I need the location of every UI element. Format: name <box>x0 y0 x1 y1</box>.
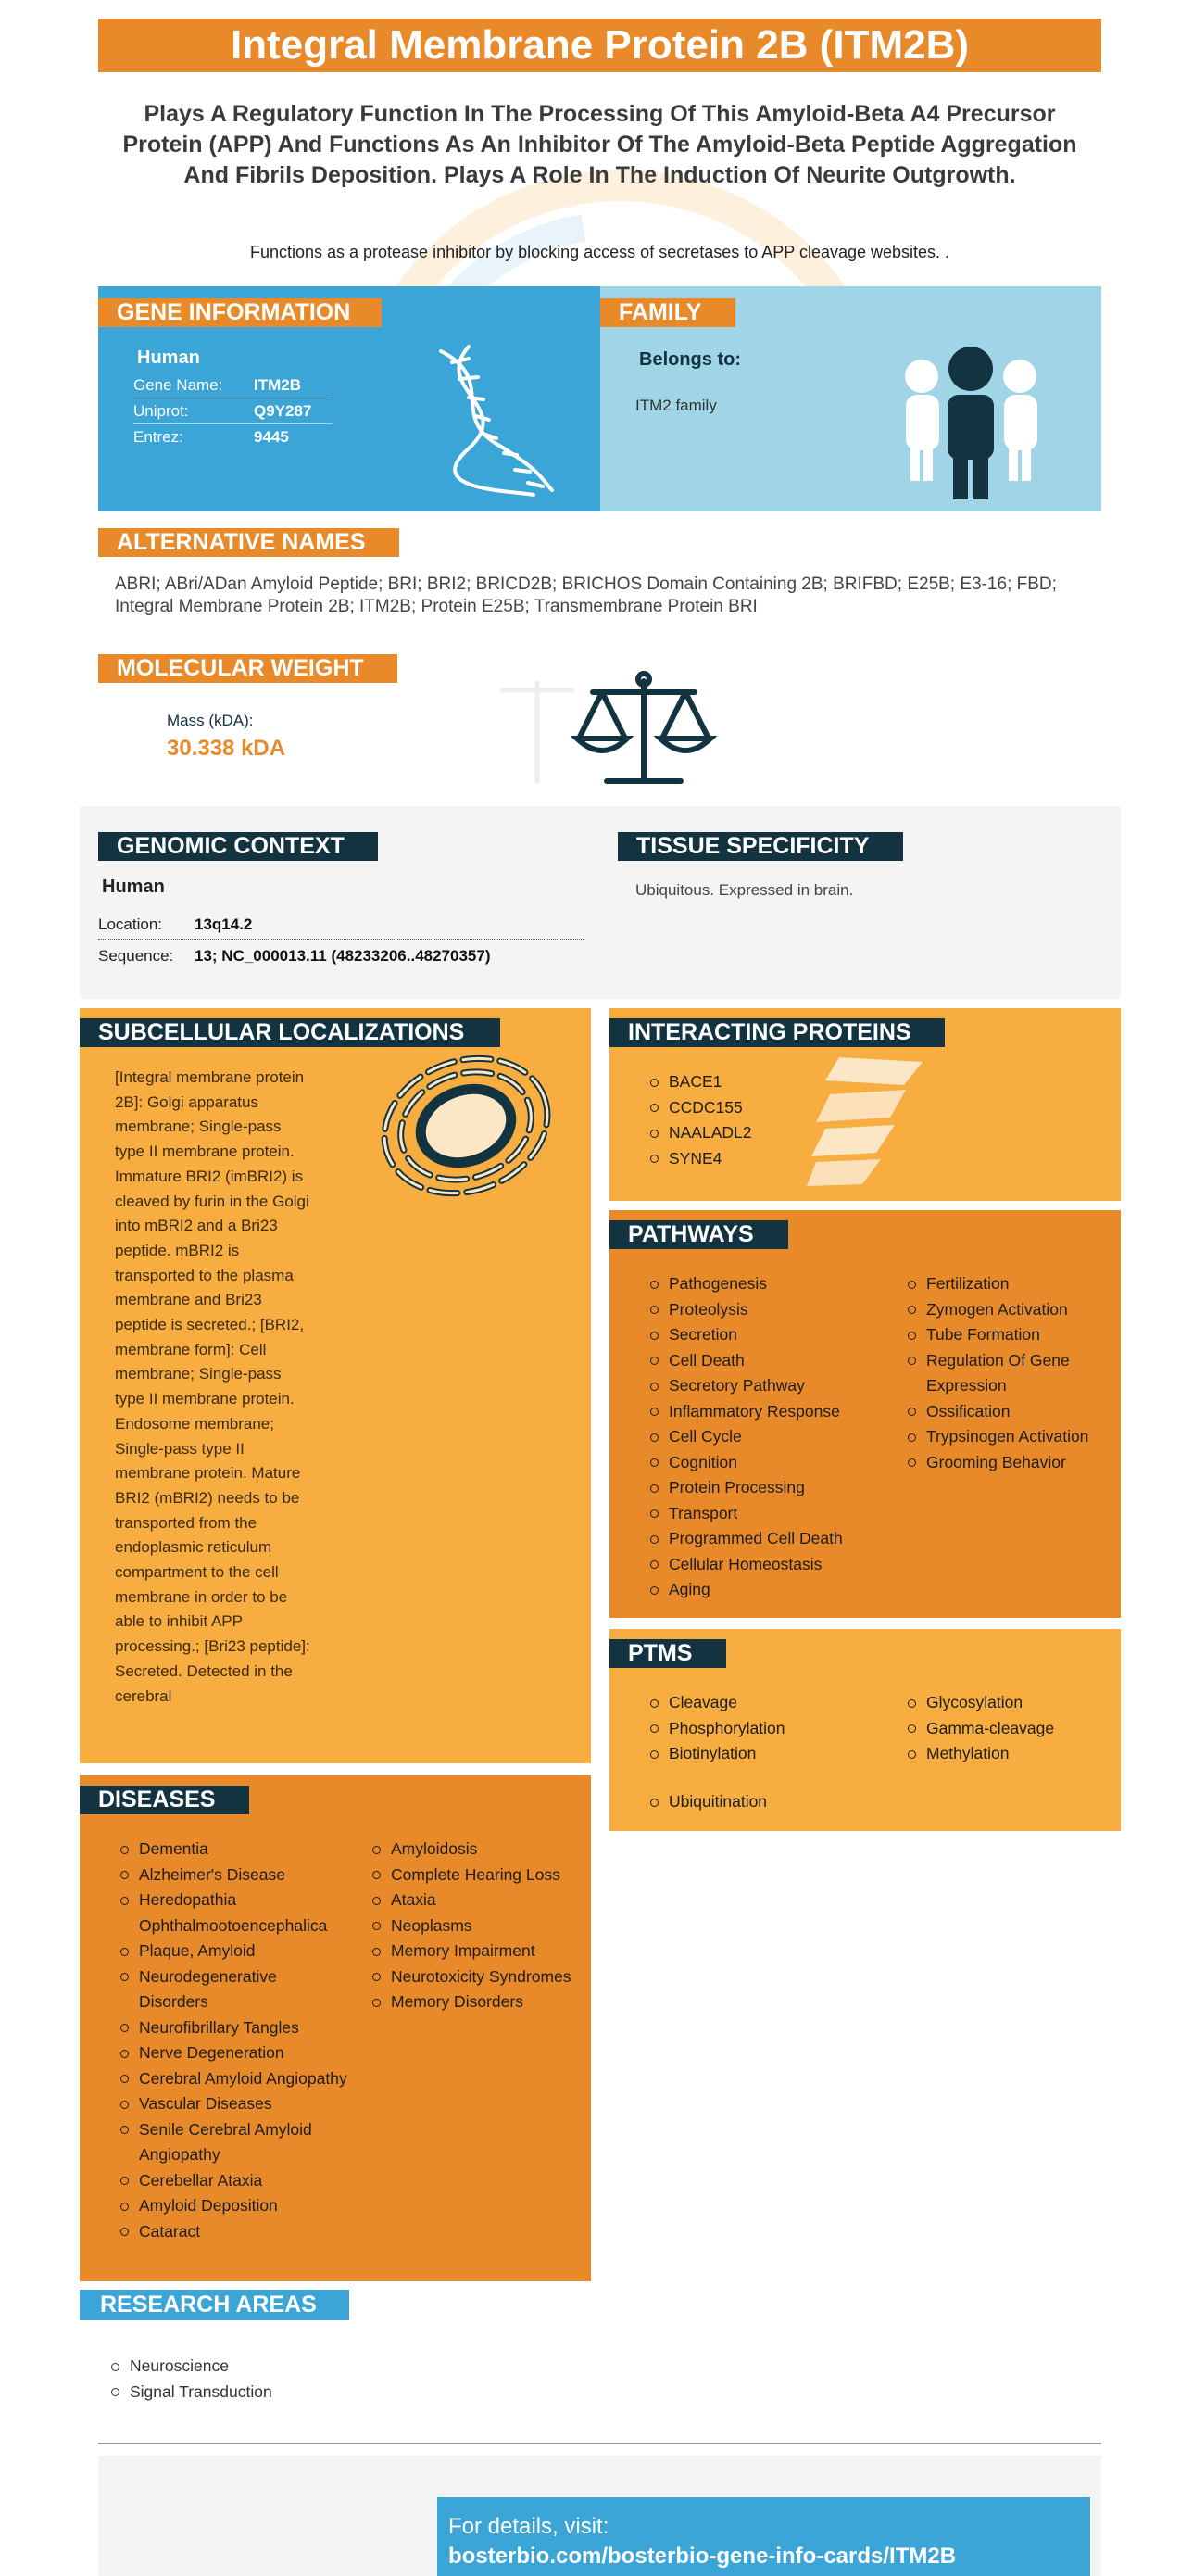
gene-species: Human <box>137 347 200 368</box>
pathways-heading: PATHWAYS <box>609 1220 788 1249</box>
balance-scale-icon <box>500 653 722 806</box>
subcellular-text: [Integral membrane protein 2B]: Golgi apparatus membrane; Single-pass type II membrane protein. Immature BRI2 (imBRI2) is cleaved by furin in the Golgi into mBRI2 and a Bri23 peptide. mBRI2 is transported to the plasma membrane and Bri23 peptide is secreted.; [BRI2, membrane form]: Cell membrane; Single-pass type II membrane protein. Endosome membrane; Single-pass type II membrane protein. Mature BRI2 (mBRI2) needs to be transported from the endoplasmic reticulum compartment to the cell membrane in order to be able to inhibit APP processing.; [Bri23 peptide]: Secreted. Detected in the cerebral <box>115 1068 310 1705</box>
mass-label: Mass (kDA): <box>167 712 254 729</box>
footer-details-box <box>437 2497 1090 2576</box>
list-item: Complete Hearing Loss <box>370 1863 588 1888</box>
list-item: Dementia <box>119 1837 350 1863</box>
pathways-list-left <box>648 1271 889 1603</box>
list-item: Ossification <box>906 1399 1114 1425</box>
diseases-panel <box>80 1775 591 2281</box>
list-item: Neurodegenerative Disorders <box>119 1964 350 2015</box>
list-item: Zymogen Activation <box>906 1297 1114 1323</box>
list-item: Cognition <box>648 1450 889 1476</box>
list-item: Secretion <box>648 1322 889 1348</box>
subcellular-heading: SUBCELLULAR LOCALIZATIONS <box>80 1018 500 1047</box>
interacting-proteins-heading: INTERACTING PROTEINS <box>609 1018 945 1047</box>
list-item: Ubiquitination <box>648 1789 889 1815</box>
list-item: Neuroscience <box>109 2354 387 2380</box>
list-item: Ataxia <box>370 1888 588 1913</box>
genomic-location-row: Location: 13q14.2 <box>98 914 584 940</box>
research-areas-heading: RESEARCH AREAS <box>80 2290 349 2320</box>
headline-description: Plays A Regulatory Function In The Processing Of This Amyloid-Beta A4 Precursor Protein (APP) And Functions As An Inhibitor Of The Amyloid-Beta Peptide Aggregation And Fibrils Deposition. Plays A Role In The Induction Of Neurite Outgrowth. <box>122 101 1077 188</box>
list-item: BACE1 <box>648 1069 834 1095</box>
list-item: Biotinylation <box>648 1741 889 1767</box>
gene-information-panel <box>98 286 600 511</box>
list-item: Inflammatory Response <box>648 1399 889 1425</box>
list-item: Cellular Homeostasis <box>648 1552 889 1578</box>
footer-details-label: For details, visit: <box>448 2514 609 2539</box>
list-item: Neurotoxicity Syndromes <box>370 1964 588 1990</box>
list-item: Neurofibrillary Tangles <box>119 2015 350 2041</box>
diseases-list-right <box>370 1837 588 2015</box>
list-item: Cell Cycle <box>648 1424 889 1450</box>
list-item: Plaque, Amyloid <box>119 1938 350 1964</box>
gene-info-table <box>133 373 333 450</box>
list-item: Aging <box>648 1577 889 1603</box>
list-item: Signal Transduction <box>109 2380 387 2406</box>
list-item: Transport <box>648 1501 889 1527</box>
list-item: SYNE4 <box>648 1146 834 1172</box>
list-item: Tube Formation <box>906 1322 1114 1348</box>
list-item: Pathogenesis <box>648 1271 889 1297</box>
pathways-list-right <box>906 1271 1114 1475</box>
family-people-icon <box>901 347 1040 499</box>
alternative-names-text: ABRI; ABri/ADan Amyloid Peptide; BRI; BRI2; BRICD2B; BRICHOS Domain Containing 2B; BRIFBD; E25B; E3-16; FBD; Integral Membrane Protein 2B; ITM2B; Protein E25B; Transmembrane Protein BRI <box>115 575 1057 616</box>
list-item: Protein Processing <box>648 1475 889 1501</box>
tissue-specificity-heading: TISSUE SPECIFICITY <box>618 832 903 861</box>
golgi-cell-icon <box>369 1047 563 1205</box>
list-item: Heredopathia Ophthalmootoencephalica <box>119 1888 350 1938</box>
list-item: Regulation Of Gene Expression <box>906 1348 1114 1399</box>
ptms-list-right <box>906 1690 1114 1767</box>
genomic-sequence-row: Sequence: 13; NC_000013.11 (48233206..48270357) <box>98 947 491 965</box>
list-item: Grooming Behavior <box>906 1450 1114 1476</box>
diseases-heading: DISEASES <box>80 1786 249 1814</box>
mass-value: 30.338 kDA <box>167 736 286 761</box>
diseases-list-left <box>119 1837 350 2244</box>
list-item: Methylation <box>906 1741 1114 1767</box>
function-text: Functions as a protease inhibitor by blocking access of secretases to APP cleavage websites. . <box>249 243 950 261</box>
list-item: Neoplasms <box>370 1913 588 1939</box>
list-item: Senile Cerebral Amyloid Angiopathy <box>119 2117 350 2168</box>
list-item: Trypsinogen Activation <box>906 1424 1114 1450</box>
dna-icon <box>432 342 561 499</box>
list-item: Amyloid Deposition <box>119 2193 350 2219</box>
footer-details-link[interactable]: bosterbio.com/bosterbio-gene-info-cards/ITM2B <box>448 2544 957 2569</box>
list-item: Gamma-cleavage <box>906 1716 1114 1742</box>
list-item: Vascular Diseases <box>119 2091 350 2117</box>
list-item: Proteolysis <box>648 1297 889 1323</box>
footer-divider <box>98 2443 1101 2444</box>
list-item: Memory Disorders <box>370 1989 588 2015</box>
tissue-specificity-text: Ubiquitous. Expressed in brain. <box>635 881 854 899</box>
interacting-proteins-panel <box>609 1008 1121 1201</box>
genomic-species: Human <box>102 877 165 897</box>
list-item: Cataract <box>119 2219 350 2245</box>
research-areas-list <box>109 2354 387 2405</box>
ptms-heading: PTMS <box>609 1639 726 1668</box>
list-item: Fertilization <box>906 1271 1114 1297</box>
genomic-context-heading: GENOMIC CONTEXT <box>98 832 378 861</box>
ptms-list-extra <box>648 1789 889 1815</box>
pathways-panel <box>609 1210 1121 1618</box>
list-item: Cell Death <box>648 1348 889 1374</box>
family-value: ITM2 family <box>635 397 717 414</box>
family-heading: FAMILY <box>600 298 735 327</box>
subcellular-panel <box>80 1008 591 1763</box>
ptms-panel <box>609 1629 1121 1831</box>
gene-info-row: Uniprot: Q9Y287 <box>133 398 333 424</box>
list-item: Phosphorylation <box>648 1716 889 1742</box>
list-item: CCDC155 <box>648 1095 834 1121</box>
ptms-list-left <box>648 1690 889 1767</box>
list-item: Alzheimer's Disease <box>119 1863 350 1888</box>
family-belongs-label: Belongs to: <box>639 349 741 370</box>
molecular-weight-heading: MOLECULAR WEIGHT <box>98 654 397 683</box>
page-title: Integral Membrane Protein 2B (ITM2B) <box>98 19 1101 72</box>
list-item: NAALADL2 <box>648 1120 834 1146</box>
list-item: Cerebellar Ataxia <box>119 2168 350 2194</box>
gene-information-heading: GENE INFORMATION <box>98 298 382 327</box>
list-item: Amyloidosis <box>370 1837 588 1863</box>
list-item: Cleavage <box>648 1690 889 1716</box>
list-item: Cerebral Amyloid Angiopathy <box>119 2066 350 2092</box>
family-panel <box>600 286 1101 511</box>
list-item: Glycosylation <box>906 1690 1114 1716</box>
list-item: Programmed Cell Death <box>648 1526 889 1552</box>
list-item: Memory Impairment <box>370 1938 588 1964</box>
gene-info-row: Gene Name: ITM2B <box>133 373 333 398</box>
list-item: Nerve Degeneration <box>119 2040 350 2066</box>
interacting-proteins-list <box>648 1069 834 1171</box>
list-item: Secretory Pathway <box>648 1373 889 1399</box>
gene-info-row: Entrez: 9445 <box>133 428 289 446</box>
alternative-names-heading: ALTERNATIVE NAMES <box>98 528 399 557</box>
